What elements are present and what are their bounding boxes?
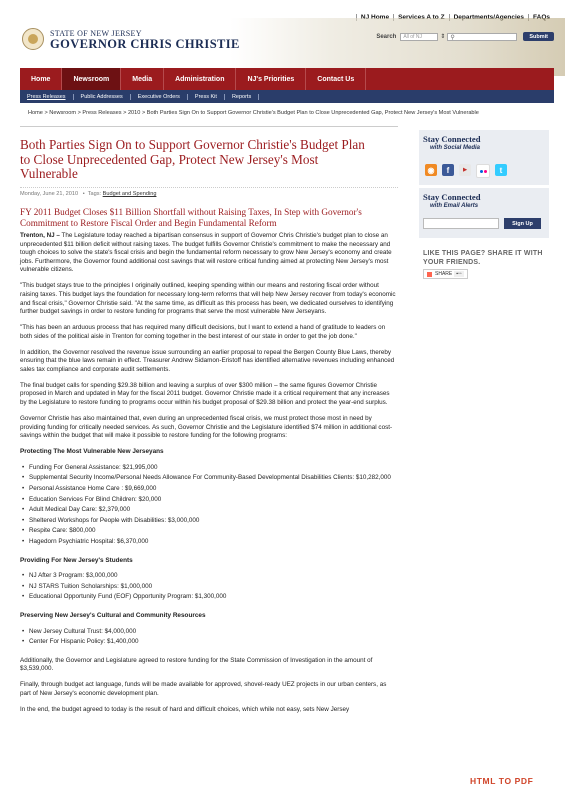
search-input[interactable] bbox=[447, 33, 517, 41]
paragraph: "This has been an arduous process that has required many difficult decisions, but I want to extend a hand of gratitude to leaders on both sides of the political aisle in Trenton for coming together in the best interest of our state in order to get the job done." bbox=[20, 324, 386, 340]
email-alerts-subtitle: with Email Alerts bbox=[430, 203, 479, 209]
dateline-location: Trenton, NJ – bbox=[20, 232, 60, 239]
flickr-icon[interactable] bbox=[476, 164, 490, 178]
share-prompt: LIKE THIS PAGE? SHARE IT WITH YOUR FRIENDS. bbox=[423, 250, 543, 266]
tag-link[interactable]: Budget and Spending bbox=[102, 191, 157, 197]
list-item: • Adult Medical Day Care: $2,379,000 bbox=[29, 506, 396, 515]
subnav-reports[interactable]: Reports bbox=[225, 94, 259, 100]
list-item: • Respite Care: $800,000 bbox=[29, 527, 396, 536]
social-media-box bbox=[419, 130, 549, 185]
sub-nav bbox=[20, 90, 554, 103]
rss-icon[interactable]: ◉ bbox=[425, 164, 437, 176]
nav-priorities[interactable]: NJ's Priorities bbox=[236, 68, 306, 90]
sign-up-button[interactable]: Sign Up bbox=[504, 218, 541, 229]
list-item: • Center For Hispanic Policy: $1,400,000 bbox=[29, 638, 396, 647]
paragraph: The final budget calls for spending $29.38 billion and leaving a surplus of over $300 million – the same figures Governor Christie proposed in March and updated in May for the fiscal 2011 budget. Governor Christie made it a critical requirement that any increases by the Legislature to restore funding to programs occur within his budget proposal of $29.38 billion and protect the year-end surplus. bbox=[20, 381, 390, 407]
tags-label: Tags: bbox=[87, 191, 102, 197]
paragraph: Additionally, the Governor and Legislature agreed to restore funding for the State Commission of Investigation in the amount of $3,539,000. bbox=[20, 656, 373, 673]
paragraph: "This budget stays true to the principles I originally outlined, keeping spending within our means and restoring fiscal order without raising taxes. This budget lays the foundation for necessary long-term reforms that will help New Jersey recover from today's economic and fiscal crisis," Governor Christie said. "At the same time, as difficult as this process has been, we dedicated ourselves to identifying further budget savings in order to restore funding for programs that serve the most vulnerable New Jerseyans. bbox=[20, 282, 396, 316]
list-item: • Supplemental Security Income/Personal Needs Allowance For Community-Based Developmental Disabilities Clients: $10,282,000 bbox=[29, 474, 396, 483]
html-to-pdf-watermark[interactable]: HTML TO PDF bbox=[470, 776, 534, 786]
social-media-subtitle: with Social Media bbox=[430, 145, 481, 151]
twitter-icon[interactable]: t bbox=[495, 164, 507, 176]
list-item: • Education Services For Blind Children: $20,000 bbox=[29, 496, 396, 505]
youtube-icon[interactable]: ▶ bbox=[459, 164, 471, 176]
stay-connected-title: Stay Connected bbox=[423, 134, 481, 144]
article-body bbox=[20, 232, 396, 722]
section-heading-cultural: Preserving New Jersey's Cultural and Community Resources bbox=[20, 611, 206, 619]
breadcrumb[interactable]: Home > Newsroom > Press Releases > 2010 > Both Parties Sign On to Support Governor Christie's Budget Plan to Close Unprecedented Gap, Protect New Jersey's Most Vulnerable bbox=[28, 110, 479, 116]
stay-connected-title: Stay Connected bbox=[423, 192, 481, 202]
nav-contact[interactable]: Contact Us bbox=[306, 68, 366, 90]
email-field[interactable] bbox=[423, 218, 499, 229]
list-students bbox=[20, 572, 396, 602]
social-icons bbox=[425, 164, 549, 178]
email-alerts-box bbox=[419, 188, 549, 238]
list-item: • New Jersey Cultural Trust: $4,000,000 bbox=[29, 628, 396, 637]
main-nav bbox=[20, 68, 554, 90]
paragraph: Finally, through budget act language, funds will be made available for approved, shovel-ready UEZ projects in our urban centers, as part of New Jersey's economic development plan. bbox=[20, 681, 387, 697]
list-vulnerable bbox=[20, 464, 396, 547]
article-subtitle: FY 2011 Budget Closes $11 Billion Shortfall without Raising Taxes, In Step with Governor's Commitment to Restore Fiscal Order and Begin Fundamental Reform bbox=[20, 207, 362, 228]
article-meta: Monday, June 21, 2010 • Tags: Budget and Spending bbox=[20, 187, 398, 197]
article-date: Monday, June 21, 2010 bbox=[20, 191, 79, 197]
share-icon bbox=[427, 272, 432, 277]
search-bar bbox=[376, 32, 554, 41]
list-cultural bbox=[20, 628, 396, 647]
list-item: • Sheltered Workshops for People with Disabilities: $3,000,000 bbox=[29, 517, 396, 526]
list-item: • NJ After 3 Program: $3,000,000 bbox=[29, 572, 396, 581]
list-item: • Personal Assistance Home Care : $9,669,000 bbox=[29, 485, 396, 494]
facebook-icon[interactable]: f bbox=[442, 164, 454, 176]
article-title: Both Parties Sign On to Support Governor Christie's Budget Plan to Close Unprecedented Gap, Protect New Jersey's Most Vulnerable bbox=[20, 137, 365, 181]
list-item: • NJ STARS Tuition Scholarships: $1,000,000 bbox=[29, 583, 396, 592]
search-icon: ⚲ bbox=[450, 34, 455, 41]
list-item: • Funding For General Assistance: $21,995,000 bbox=[29, 464, 396, 473]
email-signup-row bbox=[423, 218, 549, 229]
subnav-executive-orders[interactable]: Executive Orders bbox=[131, 94, 188, 100]
lead-text: The Legislature today reached a bipartisan consensus in support of Governor Chris Christie's budget plan to close an unprecedented $11 billion deficit without raising taxes. The budget fulfills Governor Christie's commitment to make the necessary and tough choices to solve the state's fiscal crisis and begin the fundamental reform necessary to grow New Jersey's economy and create jobs. Furthermore, the Governor found additional cost savings that will restore critical funding aimed at protecting New Jersey's most vulnerable citizens. bbox=[20, 232, 392, 274]
chevron-updown-icon[interactable]: ⇕ bbox=[440, 34, 446, 40]
paragraph-lead bbox=[20, 232, 396, 275]
search-label: Search bbox=[376, 33, 397, 40]
subnav-press-releases[interactable]: Press Releases bbox=[20, 94, 74, 100]
divider bbox=[20, 126, 398, 127]
share-more-icon: ▪▫▫ bbox=[456, 271, 462, 277]
nav-home[interactable]: Home bbox=[20, 68, 62, 90]
nav-newsroom[interactable]: Newsroom bbox=[62, 68, 121, 90]
search-submit-button[interactable]: Submit bbox=[523, 32, 554, 41]
share-label: SHARE bbox=[435, 271, 453, 277]
list-item: • Educational Opportunity Fund (EOF) Opportunity Program: $1,300,000 bbox=[29, 593, 396, 602]
site-title[interactable]: GOVERNOR CHRIS CHRISTIE bbox=[50, 37, 240, 51]
share-button[interactable] bbox=[423, 269, 468, 279]
nav-administration[interactable]: Administration bbox=[164, 68, 236, 90]
list-item: • Hagedorn Psychiatric Hospital: $6,370,000 bbox=[29, 538, 396, 547]
nav-media[interactable]: Media bbox=[121, 68, 164, 90]
search-scope-select[interactable]: All of NJ bbox=[400, 33, 438, 41]
site-title-small: STATE OF NEW JERSEY bbox=[50, 29, 142, 38]
section-heading-vulnerable: Protecting The Most Vulnerable New Jerseyans bbox=[20, 448, 164, 456]
state-seal-icon[interactable] bbox=[22, 28, 44, 50]
paragraph: Governor Christie has also maintained that, even during an unprecedented fiscal crisis, we must protect those most in need by providing funding for critically needed services. As such, Governor Christie and the Legislature identified $74 million in additional cost-savings within the budget that will make it possible to restore funding for the following programs: bbox=[20, 415, 393, 440]
section-heading-students: Providing For New Jersey's Students bbox=[20, 556, 133, 564]
subnav-press-kit[interactable]: Press Kit bbox=[188, 94, 225, 100]
site-header bbox=[0, 28, 565, 58]
subnav-public-addresses[interactable]: Public Addresses bbox=[74, 94, 131, 100]
paragraph: In the end, the budget agreed to today is the result of hard and difficult choices, which while not easy, sets New Jersey bbox=[20, 705, 350, 713]
paragraph: In addition, the Governor resolved the revenue issue surrounding an earlier proposal to repeal the Bergen County Blue Laws, thereby ensuring that the blue laws remain in effect. Treasurer Andrew Sidamon-Eristoff has identified alternative revenues including enhanced sales tax compliance and corporate audit settlements. bbox=[20, 348, 395, 373]
